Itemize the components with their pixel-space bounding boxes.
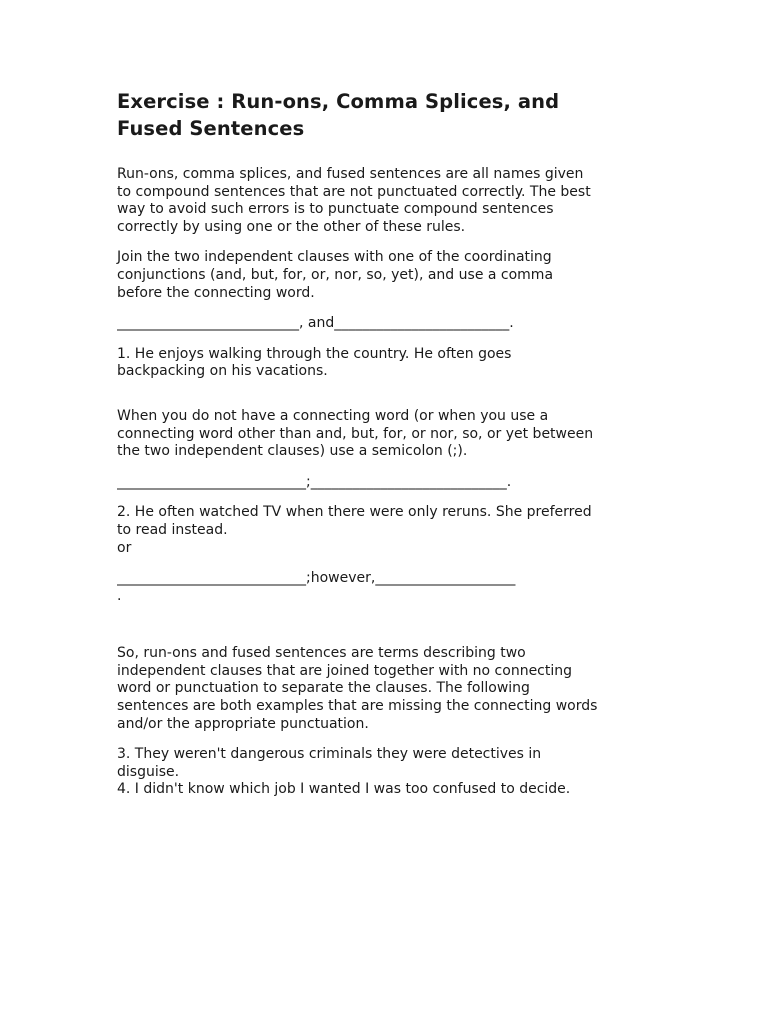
exercise-item-1: 1. He enjoys walking through the country. He often goes backpacking on his vacations. (117, 345, 512, 380)
intro-paragraph: Run-ons, comma splices, and fused sentences are all names given to compound sentences that are not punctuated correctly. The best way to avoid such errors is to punctuate compound sentences correctly by using one or the other of these rules. (117, 166, 591, 235)
page-title (117, 88, 657, 142)
exercise-items-3-4: 3. They weren't dangerous criminals they were detectives in disguise. 4. I didn't know which job I wanted I was too confused to decide. (117, 746, 571, 798)
exercise-item-2: 2. He often watched TV when there were only reruns. She preferred to read instead. or (117, 504, 592, 556)
fill-in-template-however: ___________________________;however,____________________ . (117, 570, 516, 604)
document-page (117, 88, 657, 812)
title-line-2: Fused Sentences (117, 117, 305, 140)
fill-in-template-semicolon: ___________________________;____________________________. (117, 473, 512, 490)
spacer (117, 632, 657, 645)
fill-in-template-comma-and: __________________________, and_________________________. (117, 315, 514, 332)
spacer (117, 618, 657, 632)
rule-2-paragraph: When you do not have a connecting word (or when you use a connecting word other than and, but, for, or nor, so, or yet between the two independent clauses) use a semicolon (;). (117, 407, 594, 460)
explanation-paragraph: So, run-ons and fused sentences are terms describing two independent clauses that are joined together with no connecting word or punctuation to separate the clauses. The following sentences are both examples that are missing the connecting words and/or the appropriate punctuation. (117, 645, 598, 732)
title-line-1: Exercise : Run-ons, Comma Splices, and (117, 90, 560, 113)
spacer (117, 394, 657, 408)
rule-1-paragraph: Join the two independent clauses with one of the coordinating conjunctions (and, but, for, or, nor, so, yet), and use a comma before the connecting word. (117, 249, 554, 301)
